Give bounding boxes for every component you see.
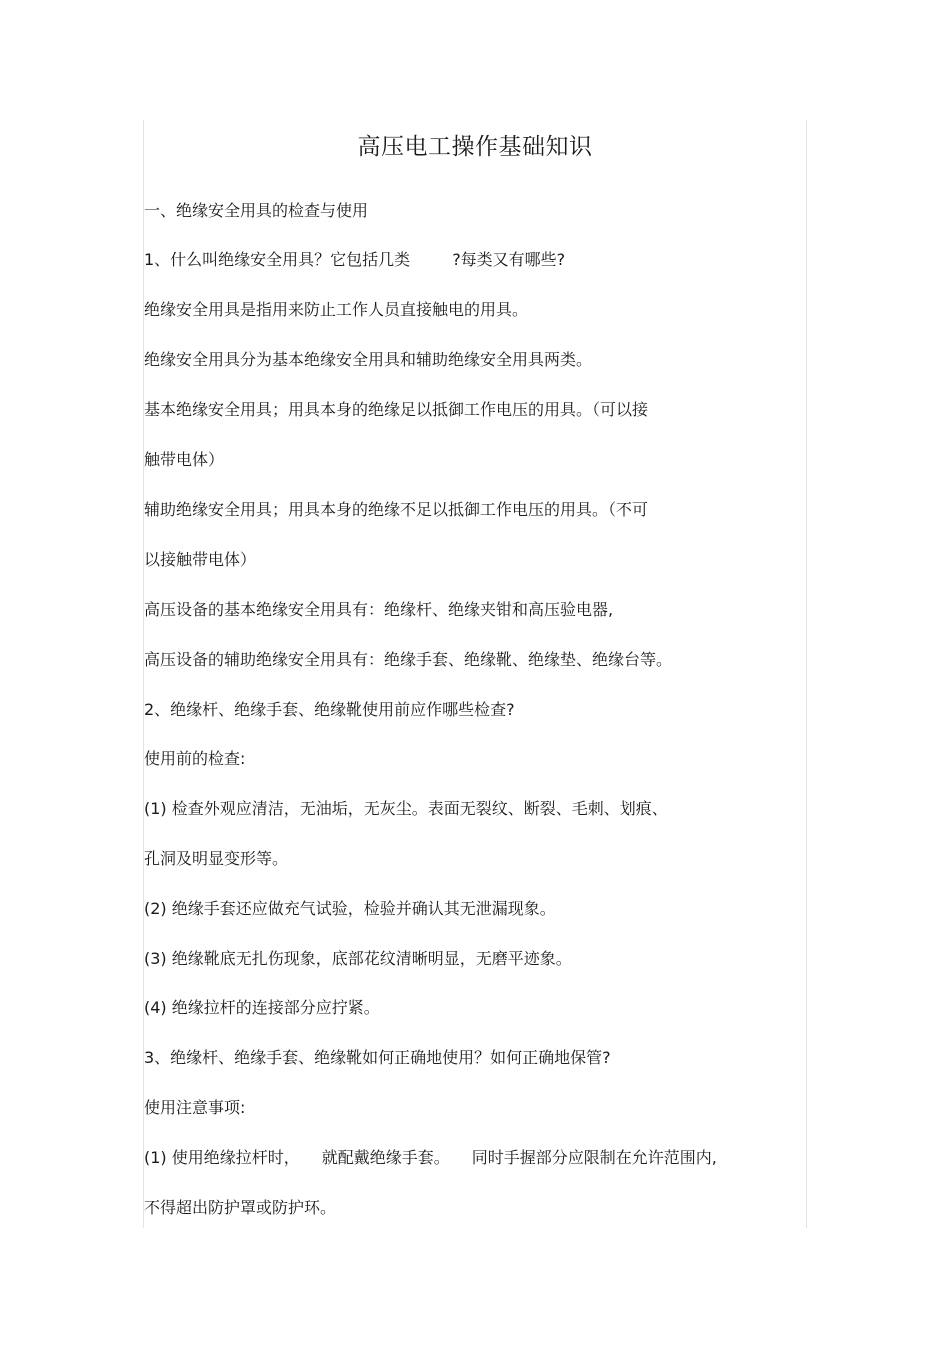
document-title: 高压电工操作基础知识 bbox=[357, 134, 593, 160]
check-item-1-line2: 孔洞及明显变形等。 bbox=[144, 849, 289, 868]
paragraph-basic-tools: 高压设备的基本绝缘安全用具有：绝缘杆、绝缘夹钳和高压验电器, bbox=[144, 600, 614, 619]
check-item-4: (4) 绝缘拉杆的连接部分应拧紧。 bbox=[144, 998, 380, 1017]
usage-heading: 使用注意事项: bbox=[144, 1098, 246, 1117]
paragraph-basic-line2: 触带电体） bbox=[144, 450, 225, 469]
usage-item-1-part-a: (1) 使用绝缘拉杆时， bbox=[144, 1148, 300, 1167]
paragraph-basic-line1: 基本绝缘安全用具；用具本身的绝缘足以抵御工作电压的用具。（可以接 bbox=[144, 400, 649, 419]
check-item-1-line1: (1) 检查外观应清洁，无油垢，无灰尘。表面无裂纹、断裂、毛刺、划痕、 bbox=[144, 799, 668, 818]
page-border-right bbox=[806, 120, 807, 1228]
usage-item-1-part-b: 就配戴绝缘手套。 bbox=[321, 1148, 450, 1167]
paragraph-auxiliary-tools: 高压设备的辅助绝缘安全用具有：绝缘手套、绝缘靴、绝缘垫、绝缘台等。 bbox=[144, 650, 673, 669]
section-heading: 一、绝缘安全用具的检查与使用 bbox=[144, 201, 369, 220]
question-2: 2、绝缘杆、绝缘手套、绝缘靴使用前应作哪些检查? bbox=[144, 700, 515, 719]
usage-item-1-part-c: 同时手握部分应限制在允许范围内, bbox=[471, 1148, 717, 1167]
question-3: 3、绝缘杆、绝缘手套、绝缘靴如何正确地使用？如何正确地保管? bbox=[144, 1048, 611, 1067]
paragraph-categories: 绝缘安全用具分为基本绝缘安全用具和辅助绝缘安全用具两类。 bbox=[144, 350, 593, 369]
check-heading: 使用前的检查: bbox=[144, 749, 246, 768]
question-1-part-a: 1、什么叫绝缘安全用具？它包括几类 bbox=[144, 250, 411, 269]
check-item-2: (2) 绝缘手套还应做充气试验，检验并确认其无泄漏现象。 bbox=[144, 899, 556, 918]
paragraph-definition: 绝缘安全用具是指用来防止工作人员直接触电的用具。 bbox=[144, 300, 529, 319]
usage-item-1-line2: 不得超出防护罩或防护环。 bbox=[144, 1198, 337, 1217]
question-1 bbox=[144, 249, 565, 271]
paragraph-auxiliary-line1: 辅助绝缘安全用具；用具本身的绝缘不足以抵御工作电压的用具。（不可 bbox=[144, 500, 649, 519]
usage-item-1-line1 bbox=[144, 1147, 717, 1169]
check-item-3: (3) 绝缘靴底无扎伤现象，底部花纹清晰明显，无磨平迹象。 bbox=[144, 949, 572, 968]
question-1-part-b: ?每类又有哪些? bbox=[452, 250, 566, 269]
paragraph-auxiliary-line2: 以接触带电体） bbox=[144, 550, 257, 569]
